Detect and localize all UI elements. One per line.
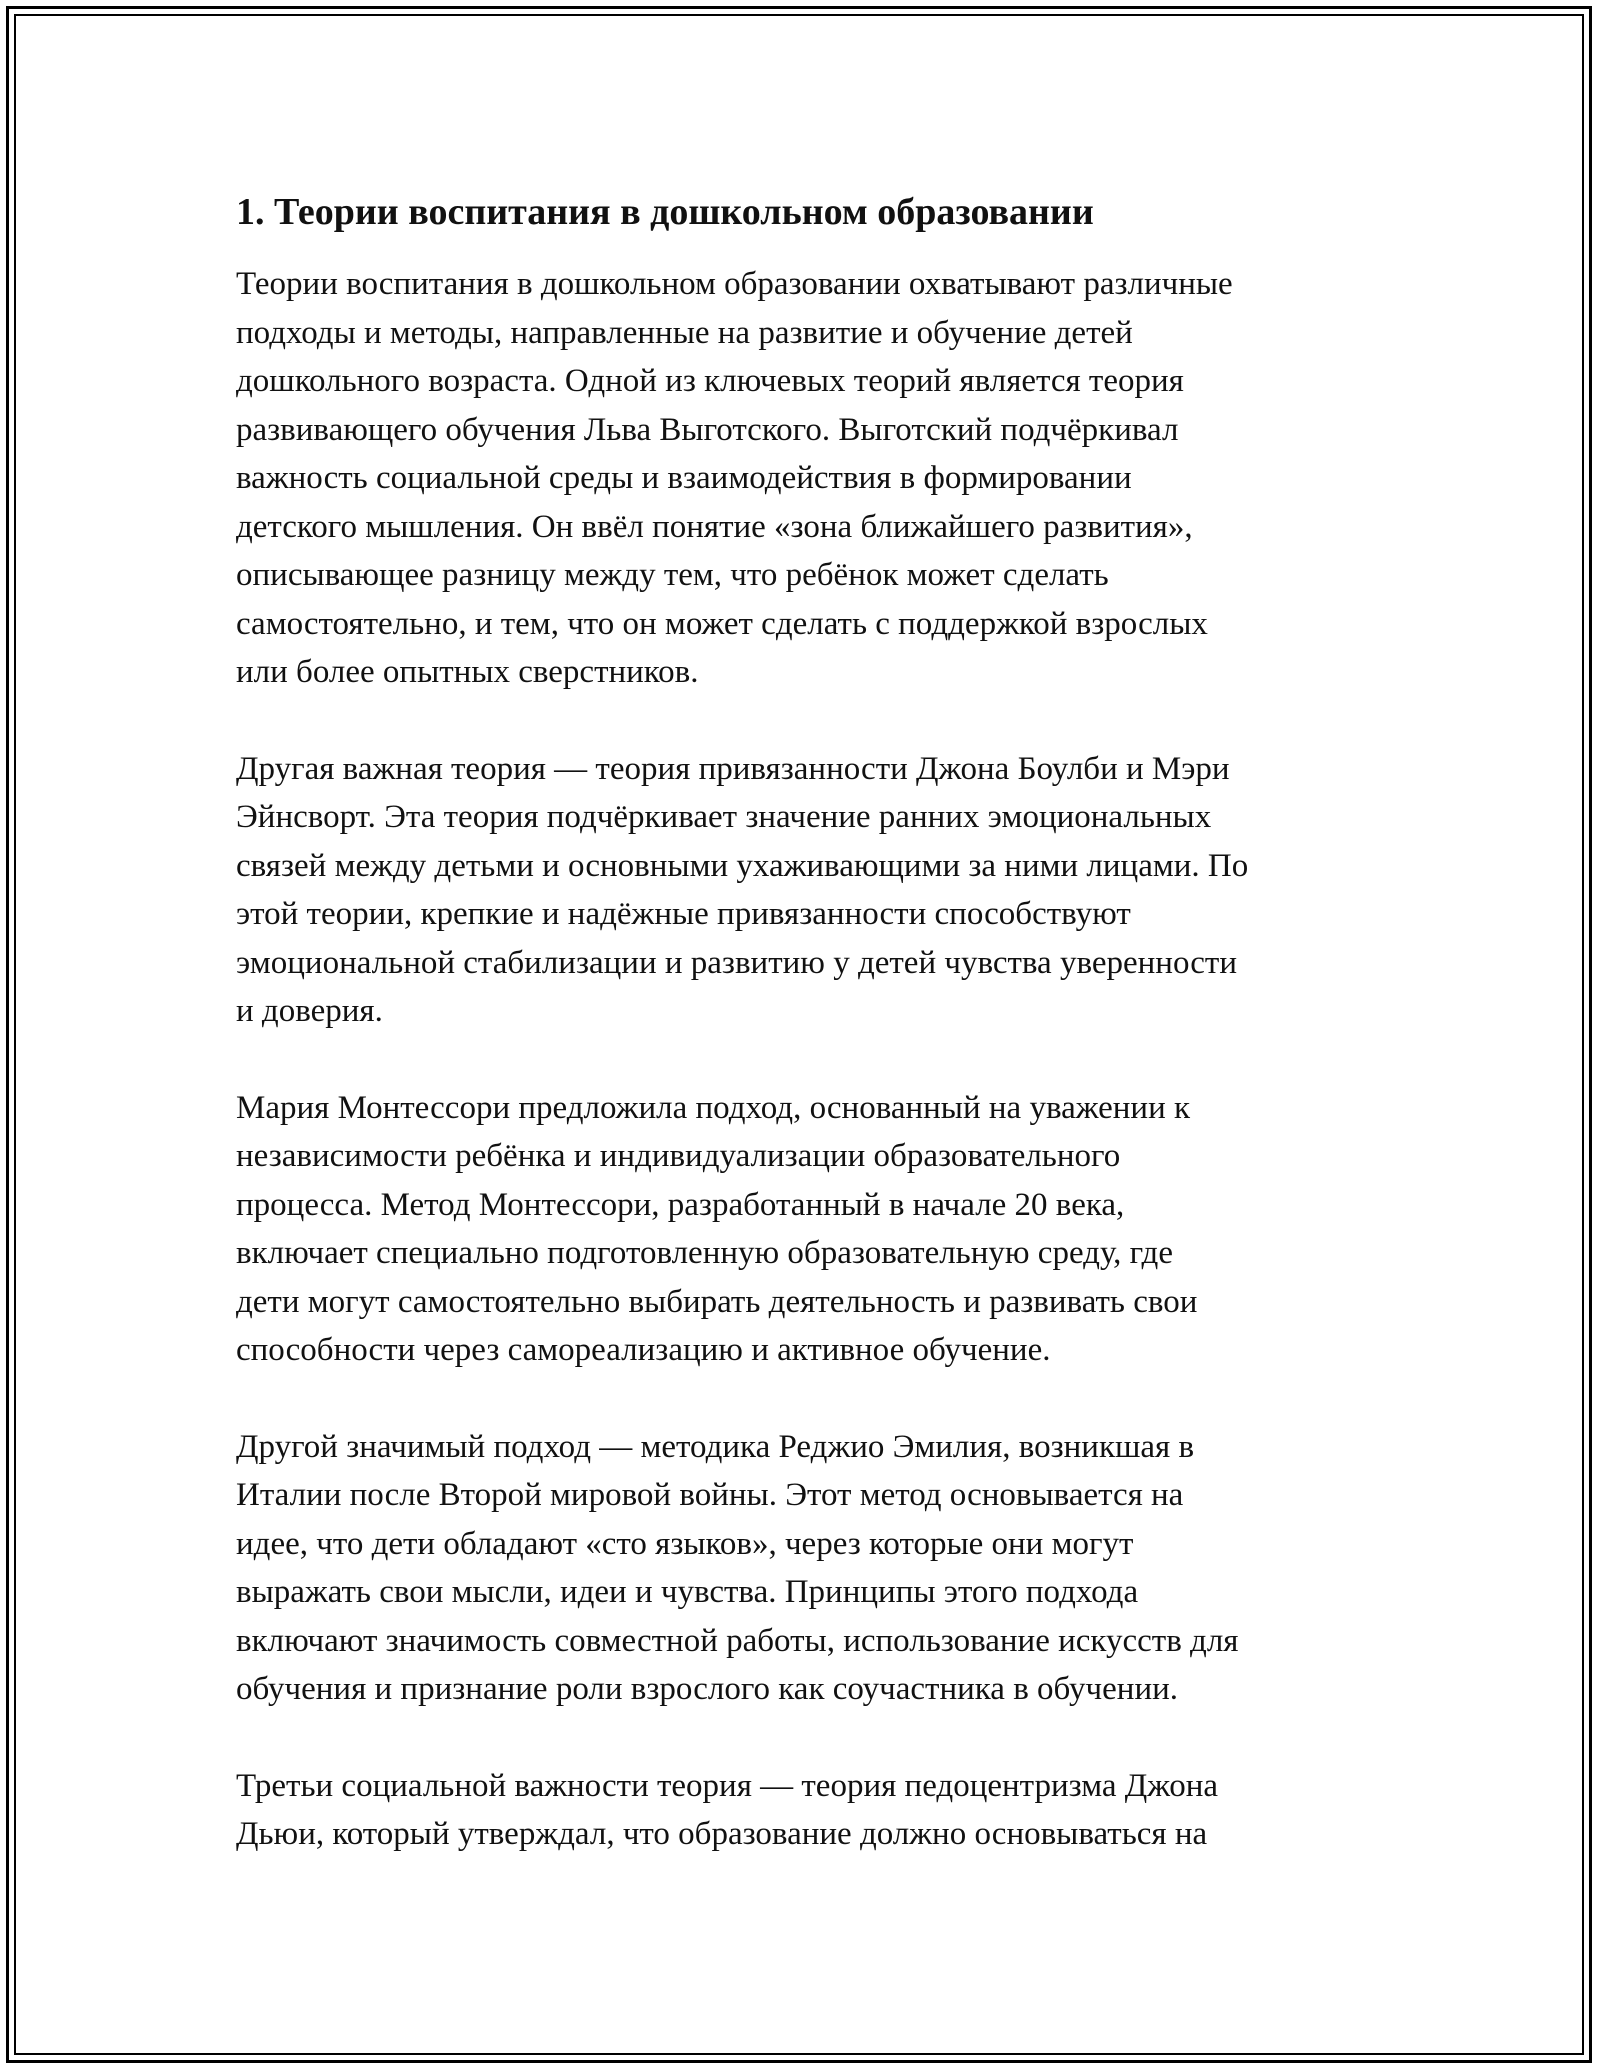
- text-line: Другая важная теория — теория привязанности Джона Боулби и Мэри: [236, 750, 1230, 787]
- paragraph-reggio-emilia: [236, 1423, 1366, 1714]
- text-line: Другой значимый подход — методика Реджио Эмилия, возникшая в: [236, 1428, 1195, 1465]
- text-line: эмоциональной стабилизации и развитию у детей чувства уверенности: [236, 944, 1238, 981]
- text-line: детского мышления. Он ввёл понятие «зона ближайшего развития»,: [236, 508, 1193, 545]
- text-line: включают значимость совместной работы, использование искусств для: [236, 1622, 1239, 1659]
- paragraph-attachment-theory: [236, 745, 1366, 1036]
- paragraph-dewey: [236, 1762, 1366, 1859]
- text-line: выражать свои мысли, идеи и чувства. Принципы этого подхода: [236, 1574, 1139, 1610]
- text-line: процесса. Метод Монтессори, разработанный в начале 20 века,: [236, 1186, 1125, 1223]
- document-body: [236, 188, 1366, 1907]
- text-line: этой теории, крепкие и надёжные привязанности способствуют: [236, 896, 1131, 932]
- paragraph-vygotsky: [236, 260, 1366, 697]
- text-line: обучения и признание роли взрослого как соучастника в обучении.: [236, 1671, 1179, 1707]
- text-line: Дьюи, который утверждал, что образование должно основываться на: [236, 1816, 1208, 1852]
- text-line: включает специально подготовленную образовательную среду, где: [236, 1235, 1173, 1271]
- text-line: независимости ребёнка и индивидуализации образовательного: [236, 1138, 1121, 1174]
- text-line: и доверия.: [236, 993, 383, 1029]
- text-line: способности через самореализацию и активное обучение.: [236, 1332, 1051, 1368]
- text-line: самостоятельно, и тем, что он может сделать с поддержкой взрослых: [236, 605, 1208, 642]
- text-line: связей между детьми и основными ухаживающими за ними лицами. По: [236, 847, 1249, 884]
- paragraph-montessori: [236, 1084, 1366, 1375]
- text-line: развивающего обучения Льва Выготского. Выготский подчёркивал: [236, 411, 1179, 448]
- text-line: Эйнсворт. Эта теория подчёркивает значение ранних эмоциональных: [236, 799, 1212, 835]
- text-line: дошкольного возраста. Одной из ключевых теорий является теория: [236, 363, 1184, 399]
- text-line: Теории воспитания в дошкольном образовании охватывают различные: [236, 266, 1233, 302]
- section-heading: 1. Теории воспитания в дошкольном образовании: [236, 191, 1094, 233]
- text-line: Третьи социальной важности теория — теория педоцентризма Джона: [236, 1767, 1219, 1804]
- text-line: дети могут самостоятельно выбирать деятельность и развивать свои: [236, 1283, 1198, 1320]
- text-line: важность социальной среды и взаимодействия в формировании: [236, 460, 1132, 496]
- text-line: подходы и методы, направленные на развитие и обучение детей: [236, 314, 1133, 351]
- text-line: или более опытных сверстников.: [236, 654, 699, 690]
- text-line: Италии после Второй мировой войны. Этот метод основывается на: [236, 1477, 1184, 1513]
- text-line: Мария Монтессори предложила подход, основанный на уважении к: [236, 1089, 1191, 1126]
- text-line: описывающее разницу между тем, что ребёнок может сделать: [236, 557, 1109, 593]
- text-line: идее, что дети обладают «сто языков», через которые они могут: [236, 1525, 1134, 1562]
